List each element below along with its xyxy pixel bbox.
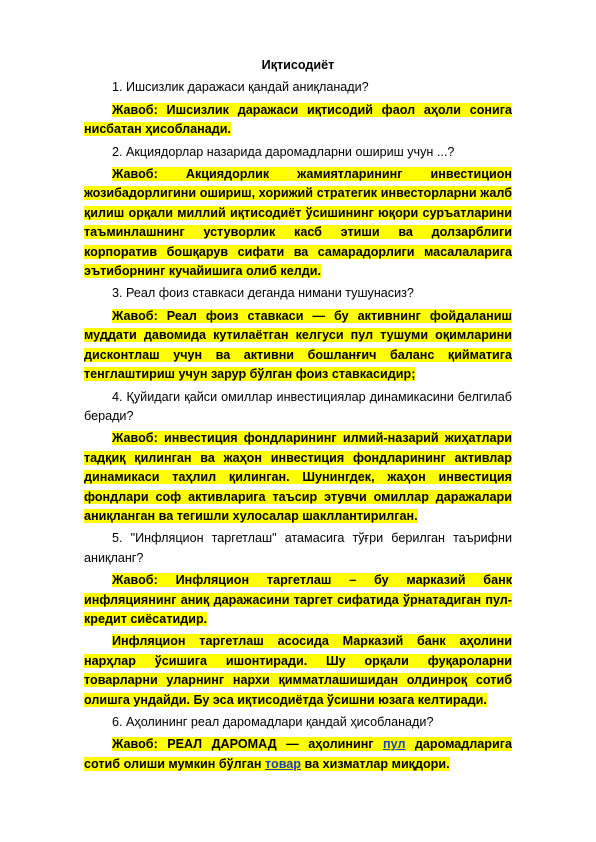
answer-4-text: Жавоб: инвестиция фондларининг илмий-назарий жиҳатлари тадқиқ қилинган ва жаҳон инвестиция фондларининг активлар динамикаси таҳлил қилинган. Шунингдек, жаҳон инвестиция фондлари соф активларига таъсир этувчи омиллар даражалари аниқланган ва тегишли хулосалар шакллантирилган.: [84, 431, 512, 523]
question-5-text: 5. "Инфляцион таргетлаш" атамасига тўғри берилган таърифни аниқланг?: [84, 531, 512, 565]
question-3: [84, 284, 512, 303]
question-6: [84, 713, 512, 732]
answer-6-highlight: [84, 737, 512, 770]
question-3-text: 3. Реал фоиз ставкаси деганда нимани тушунасиз?: [112, 286, 414, 301]
link-tovar[interactable]: товар: [265, 756, 301, 771]
answer-5-continued: [84, 632, 512, 710]
document-title: Иқтисодиёт: [261, 58, 335, 72]
answer-3-text: Жавоб: Реал фоиз ставкаси — бу активнинг фойдаланиш муддати давомида кутилаётган келгуси пул тушуми оқимларини дисконтлаш учун ва активни бошланғич баланс қийматига тенглаштириш учун зарур бўлган фоиз ставкасидир;: [84, 308, 512, 382]
question-2: [84, 143, 512, 162]
link-pul[interactable]: пул: [383, 737, 406, 752]
question-6-text: 6. Аҳолининг реал даромадлари қандай ҳисобланади?: [112, 715, 434, 729]
question-1-text: 1. Ишсизлик даражаси қандай аниқланади?: [112, 80, 369, 95]
question-1: [84, 78, 512, 97]
answer-5: [84, 571, 512, 629]
answer-2-text: Жавоб: Акциядорлик жамиятларининг инвестицион жозибадорлигини ошириш, хорижий стратегик инвесторларни жалб қилиш орқали миллий иқтисодиёт ўсишининг юқори суръатларини таъминлашнинг устуворлик касб этиши ва долзарблиги корпоратив бошқарув сифати ва самарадорлиги масалаларига эътиборнинг кучайишига олиб келди.: [84, 167, 512, 279]
answer-6: [84, 735, 512, 774]
answer-2: [84, 165, 512, 281]
question-2-text: 2. Акциядорлар назарида даромадларни ошириш учун ...?: [112, 144, 455, 159]
answer-6-text-part3: ва хизматлар миқдори.: [301, 756, 450, 771]
answer-4: [84, 429, 512, 526]
answer-6-text-part2: даромадларига сотиб олиши мумкин бўлган: [84, 737, 512, 771]
answer-1-text: Жавоб: Ишсизлик даражаси иқтисодий фаол аҳоли сонига нисбатан ҳисобланади.: [84, 102, 512, 137]
answer-5b-text: Инфляцион таргетлаш асосида Марказий банк аҳолини нарҳлар ўсишига ишонтиради. Шу орқали фуқароларни товарларни уларнинг нархи қимматлашишидан олдинроқ сотиб олишга ундайди. Бу эса иқтисодиётда ўсишни юзага келтиради.: [84, 634, 512, 707]
answer-3: [84, 307, 512, 385]
question-4: [84, 388, 512, 427]
question-4-text: 4. Қуйидаги қайси омиллар инвестициялар динамикасини белгилаб беради?: [84, 389, 512, 423]
question-5: [84, 529, 512, 568]
answer-1: [84, 101, 512, 140]
answer-5-text: Жавоб: Инфляцион таргетлаш – бу марказий банк инфляциянинг аниқ даражасини таргет сифатида ўрнатадиган пул-кредит сиёсатидир.: [84, 573, 512, 626]
document-page: [84, 56, 512, 777]
answer-6-text-part1: Жавоб: РЕАЛ ДАРОМАД — аҳолининг: [112, 737, 384, 752]
